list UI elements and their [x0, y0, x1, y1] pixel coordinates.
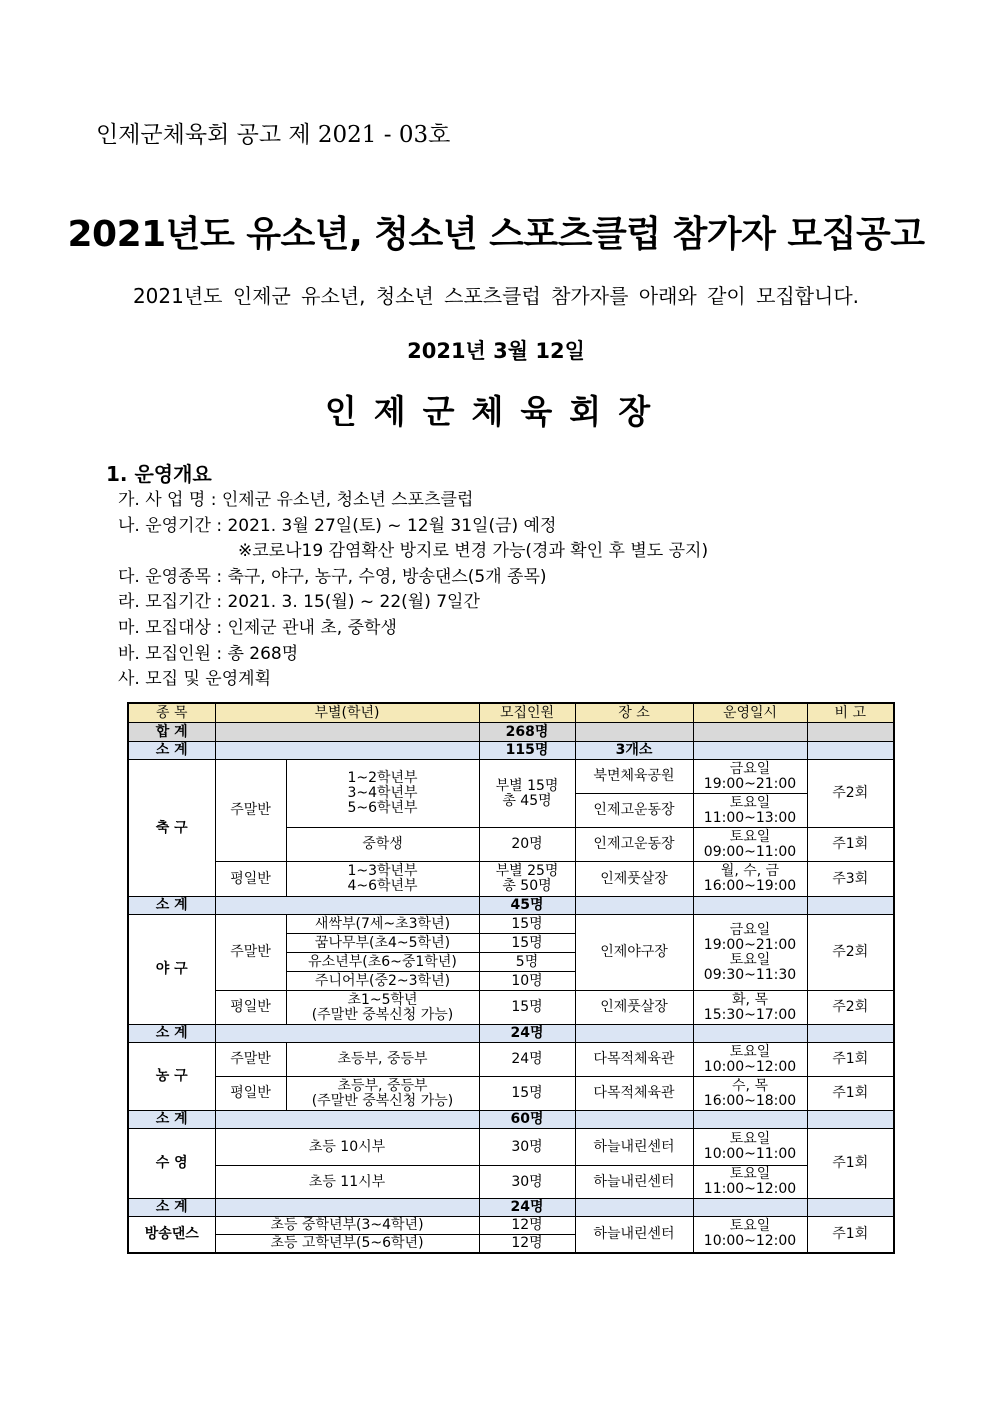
place-cell: 하늘내린센터 — [575, 1129, 693, 1166]
header-count: 모집인원 — [479, 703, 575, 723]
table-header-row — [128, 703, 894, 723]
subtotal-row — [128, 1199, 894, 1217]
overview-list — [118, 488, 708, 693]
subtotal-label: 소 계 — [128, 1199, 215, 1217]
note-cell: 주1회 — [807, 1077, 894, 1111]
note-cell: 주1회 — [807, 1043, 894, 1077]
division-cell: 새싹부(7세~초3학년) — [286, 915, 479, 934]
subtotal-label: 소 계 — [128, 742, 215, 760]
sport-basketball: 농 구 — [128, 1043, 215, 1111]
overview-item: 바. 모집인원 : 총 268명 — [118, 643, 299, 664]
division-cell: 중학생 — [286, 828, 479, 862]
overview-item: 다. 운영종목 : 축구, 야구, 농구, 수영, 방송댄스(5개 종목) — [118, 566, 547, 587]
organization-name: 인제군체육회장 — [324, 392, 668, 431]
overview-item: 나. 운영기간 : 2021. 3월 27일(토) ~ 12월 31일(금) 예정 — [118, 515, 557, 536]
count-cell: 30명 — [479, 1166, 575, 1199]
place-cell: 북면체육공원 — [575, 760, 693, 794]
note-cell: 주1회 — [807, 1217, 894, 1253]
division-cell: 초등 10시부 — [215, 1129, 479, 1166]
header-place: 장 소 — [575, 703, 693, 723]
count-cell: 10명 — [479, 972, 575, 991]
overview-item: 사. 모집 및 운영계획 — [118, 669, 271, 690]
subtotal-row — [128, 1025, 894, 1043]
subtotal-count: 24명 — [479, 1025, 575, 1043]
count-cell: 15명 — [479, 915, 575, 934]
page-title: 2021년도 유소년, 청소년 스포츠클럽 참가자 모집공고 — [67, 214, 925, 255]
schedule-cell: 금요일 19:00~21:00 — [693, 760, 807, 794]
schedule-cell: 토요일 10:00~12:00 — [693, 1043, 807, 1077]
table-row — [128, 1043, 894, 1077]
total-row — [128, 723, 894, 742]
note-cell: 주2회 — [807, 915, 894, 991]
header-note: 비 고 — [807, 703, 894, 723]
schedule-cell: 토요일 11:00~13:00 — [693, 794, 807, 828]
header-schedule: 운영일시 — [693, 703, 807, 723]
count-cell: 부별 25명 총 50명 — [479, 862, 575, 897]
subtotal-label: 소 계 — [128, 1111, 215, 1129]
weekday-class: 평일반 — [215, 991, 286, 1025]
place-cell: 인제풋살장 — [575, 991, 693, 1025]
place-cell: 다목적체육관 — [575, 1077, 693, 1111]
place-cell: 인제고운동장 — [575, 828, 693, 862]
overview-item: 라. 모집기간 : 2021. 3. 15(월) ~ 22(월) 7일간 — [118, 592, 480, 613]
subtotal-row — [128, 742, 894, 760]
sport-swimming: 수 영 — [128, 1129, 215, 1199]
division-cell: 1~3학년부 4~6학년부 — [286, 862, 479, 897]
count-cell: 부별 15명 총 45명 — [479, 760, 575, 828]
total-label: 합 계 — [128, 723, 215, 742]
count-cell: 20명 — [479, 828, 575, 862]
weekday-class: 평일반 — [215, 862, 286, 897]
total-count: 268명 — [479, 723, 575, 742]
place-cell: 하늘내린센터 — [575, 1217, 693, 1253]
note-cell: 주2회 — [807, 760, 894, 828]
table-row — [128, 862, 894, 897]
division-cell: 초등 11시부 — [215, 1166, 479, 1199]
schedule-cell: 금요일 19:00~21:00 토요일 09:30~11:30 — [693, 915, 807, 991]
subtotal-row — [128, 897, 894, 915]
header-division: 부별(학년) — [215, 703, 479, 723]
schedule-cell: 토요일 11:00~12:00 — [693, 1166, 807, 1199]
sport-dance: 방송댄스 — [128, 1217, 215, 1253]
subtotal-count: 45명 — [479, 897, 575, 915]
table-row — [128, 1166, 894, 1199]
schedule-cell: 토요일 09:00~11:00 — [693, 828, 807, 862]
weekend-class: 주말반 — [215, 915, 286, 991]
notice-date: 2021년 3월 12일 — [407, 339, 585, 363]
table-row — [128, 915, 894, 934]
note-cell: 주1회 — [807, 828, 894, 862]
subtotal-count: 115명 — [479, 742, 575, 760]
weekend-class: 주말반 — [215, 760, 286, 862]
division-cell: 1~2학년부 3~4학년부 5~6학년부 — [286, 760, 479, 828]
schedule-cell: 화, 목 15:30~17:00 — [693, 991, 807, 1025]
schedule-cell: 토요일 10:00~11:00 — [693, 1129, 807, 1166]
division-cell: 초1~5학년 (주말반 중복신청 가능) — [286, 991, 479, 1025]
division-cell: 꿈나무부(초4~5학년) — [286, 934, 479, 953]
header-sport: 종 목 — [128, 703, 215, 723]
division-cell: 초등 고학년부(5~6학년) — [215, 1235, 479, 1253]
count-cell: 15명 — [479, 934, 575, 953]
note-cell: 주3회 — [807, 862, 894, 897]
count-cell: 24명 — [479, 1043, 575, 1077]
count-cell: 15명 — [479, 1077, 575, 1111]
note-cell: 주1회 — [807, 1129, 894, 1199]
division-cell: 초등부, 중등부 (주말반 중복신청 가능) — [286, 1077, 479, 1111]
subtotal-places: 3개소 — [575, 742, 693, 760]
overview-item: 마. 모집대상 : 인제군 관내 초, 중학생 — [118, 617, 397, 638]
count-cell: 12명 — [479, 1217, 575, 1235]
weekend-class: 주말반 — [215, 1043, 286, 1077]
subtotal-label: 소 계 — [128, 1025, 215, 1043]
subtotal-label: 소 계 — [128, 897, 215, 915]
place-cell: 인제야구장 — [575, 915, 693, 991]
count-cell: 15명 — [479, 991, 575, 1025]
table-row — [128, 1077, 894, 1111]
count-cell: 5명 — [479, 953, 575, 972]
notice-number: 인제군체육회 공고 제 2021 - 03호 — [96, 122, 451, 148]
division-cell: 초등 중학년부(3~4학년) — [215, 1217, 479, 1235]
place-cell: 하늘내린센터 — [575, 1166, 693, 1199]
sport-baseball: 야 구 — [128, 915, 215, 1025]
overview-item: 가. 사 업 명 : 인제군 유소년, 청소년 스포츠클럽 — [118, 490, 474, 510]
division-cell: 초등부, 중등부 — [286, 1043, 479, 1077]
schedule-cell: 토요일 10:00~12:00 — [693, 1217, 807, 1253]
table-row — [128, 1217, 894, 1235]
intro-text: 2021년도 인제군 유소년, 청소년 스포츠클럽 참가자를 아래와 같이 모집합니다. — [132, 284, 860, 308]
subtotal-count: 24명 — [479, 1199, 575, 1217]
subtotal-row — [128, 1111, 894, 1129]
place-cell: 다목적체육관 — [575, 1043, 693, 1077]
division-cell: 유소년부(초6~중1학년) — [286, 953, 479, 972]
weekday-class: 평일반 — [215, 1077, 286, 1111]
place-cell: 인제고운동장 — [575, 794, 693, 828]
place-cell: 인제풋살장 — [575, 862, 693, 897]
table-row — [128, 760, 894, 794]
subtotal-count: 60명 — [479, 1111, 575, 1129]
schedule-cell: 월, 수, 금 16:00~19:00 — [693, 862, 807, 897]
recruitment-plan-table — [127, 702, 895, 1254]
note-cell: 주2회 — [807, 991, 894, 1025]
table-row — [128, 991, 894, 1025]
table-row — [128, 1129, 894, 1166]
sport-soccer: 축 구 — [128, 760, 215, 897]
count-cell: 30명 — [479, 1129, 575, 1166]
overview-note: ※코로나19 감염확산 방지로 변경 가능(경과 확인 후 별도 공지) — [238, 541, 709, 562]
division-cell: 주니어부(중2~3학년) — [286, 972, 479, 991]
schedule-cell: 수, 목 16:00~18:00 — [693, 1077, 807, 1111]
count-cell: 12명 — [479, 1235, 575, 1253]
section-heading: 1. 운영개요 — [106, 462, 212, 486]
